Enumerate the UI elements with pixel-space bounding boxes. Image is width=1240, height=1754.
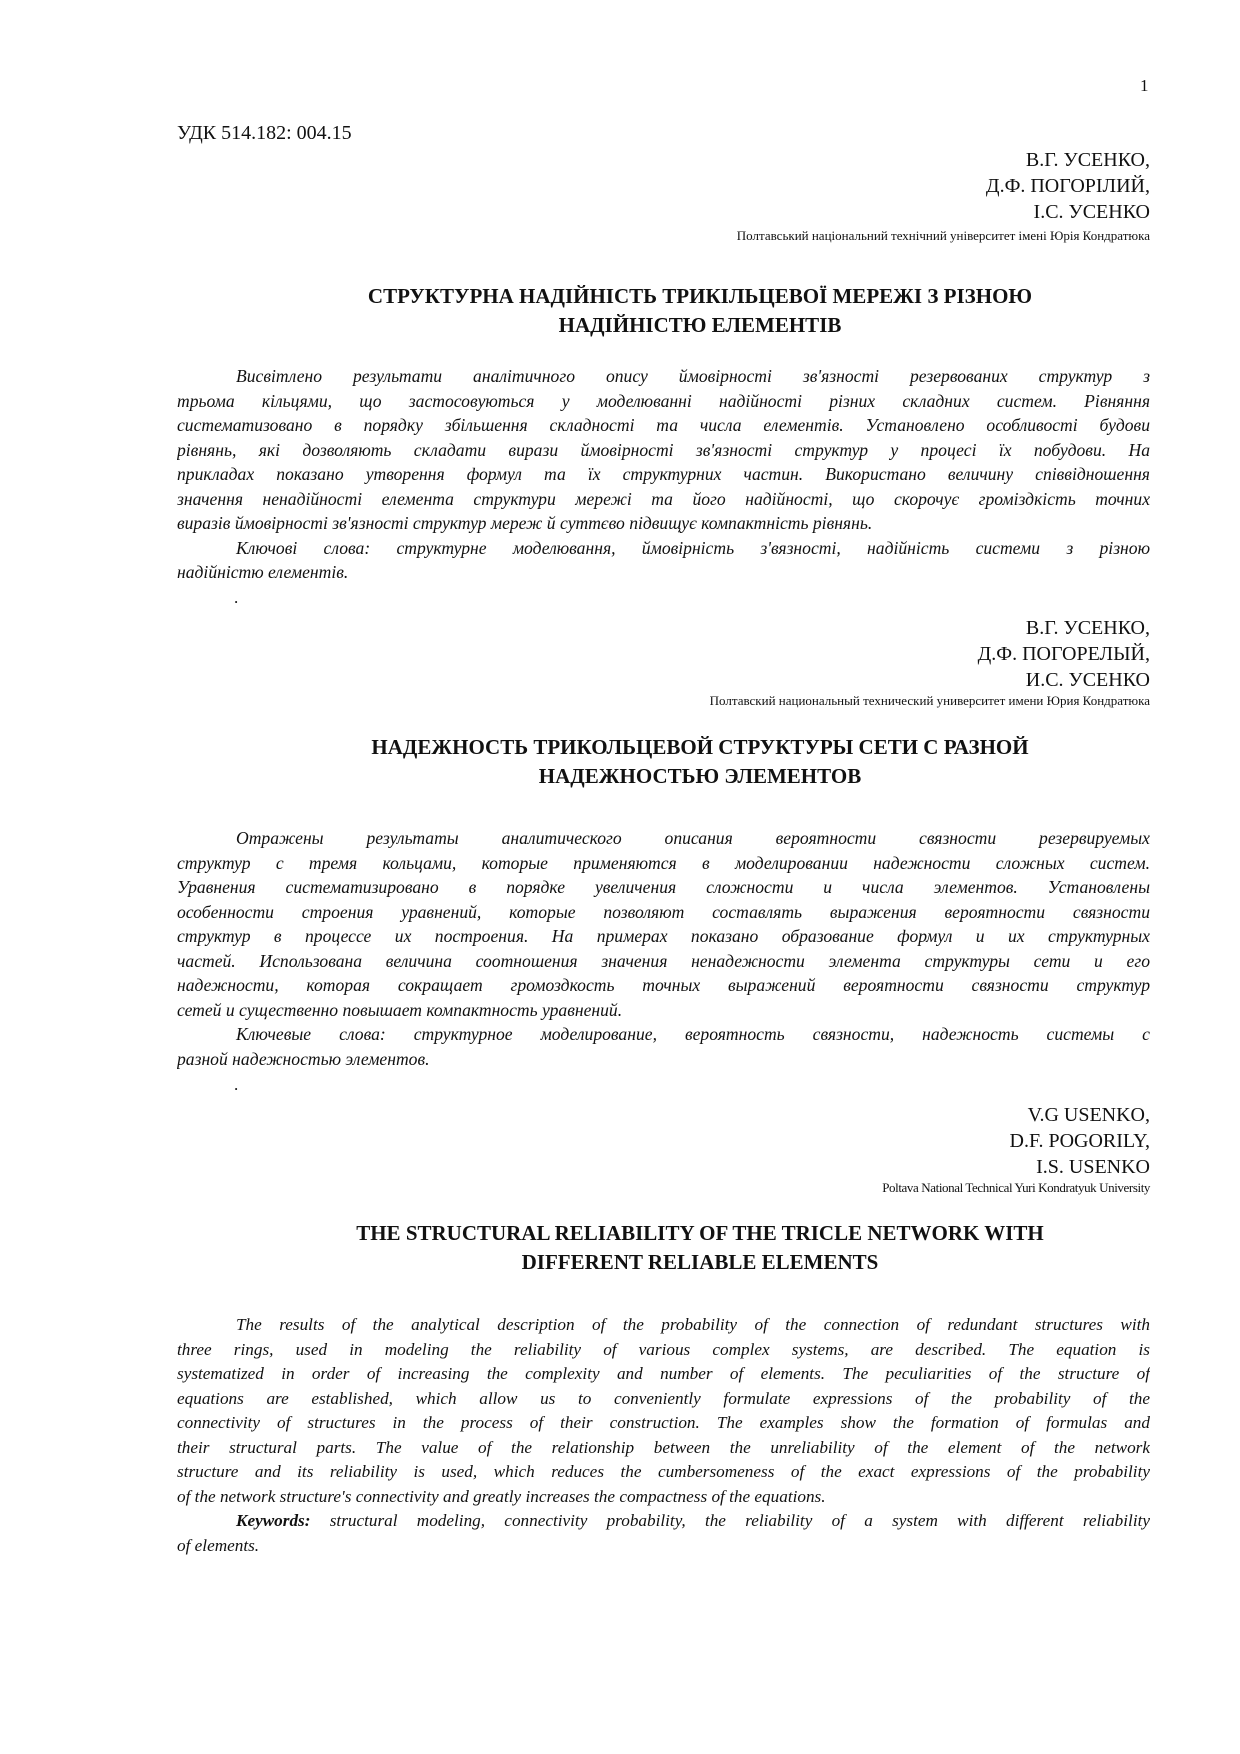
title-line: НАДІЙНІСТЮ ЕЛЕМЕНТІВ xyxy=(558,313,842,337)
keywords-line: надійністю елементів. xyxy=(177,562,349,582)
keywords-line: разной надежностью элементов. xyxy=(177,1048,430,1069)
author: I.S. USENKO xyxy=(1036,1156,1150,1178)
abstract-ua xyxy=(177,364,1150,585)
author: И.С. УСЕНКО xyxy=(1025,669,1150,691)
author: D.F. POGORILY, xyxy=(1009,1130,1150,1152)
author: І.С. УСЕНКО xyxy=(1033,201,1150,223)
keywords-line: Ключевые слова: структурное моделирование, вероятность связности, надежность системы с xyxy=(236,1024,1150,1044)
keywords-label: Keywords: xyxy=(236,1511,311,1530)
title-en xyxy=(240,1219,1160,1277)
title-line: СТРУКТУРНА НАДІЙНІСТЬ ТРИКІЛЬЦЕВОЇ МЕРЕЖІ З РІЗНОЮ xyxy=(367,284,1033,308)
abstract-line: connectivity of structures in the process of their construction. The examples show the formation of formulas and xyxy=(177,1413,1150,1432)
author: В.Г. УСЕНКО, xyxy=(1025,617,1150,639)
author: Д.Ф. ПОГОРЕЛЫЙ, xyxy=(977,643,1150,665)
abstract-en xyxy=(177,1313,1150,1558)
abstract-line: Отражены результаты аналитического описания вероятности связности резервируемых xyxy=(236,828,1150,848)
title-line: НАДЕЖНОСТЬЮ ЭЛЕМЕНТОВ xyxy=(538,764,862,788)
abstract-line: структур в процессе их построения. На примерах показано образование формул и их структурных xyxy=(177,926,1150,946)
abstract-line: systematized in order of increasing the complexity and number of elements. The peculiarities of the structure of xyxy=(177,1364,1150,1383)
abstract-line: трьома кільцями, що застосовуються у моделюванні надійності різних складних систем. Рівняння xyxy=(177,390,1150,411)
udk-code: УДК 514.182: 004.15 xyxy=(177,122,352,144)
authors-ua xyxy=(737,147,1150,244)
abstract-ru xyxy=(177,826,1150,1071)
abstract-line: систематизовано в порядку збільшення складності та числа елементів. Установлено особливості будови xyxy=(177,415,1150,435)
abstract-line: Уравнения систематизировано в порядке увеличения сложности и числа элементов. Установлены xyxy=(177,877,1150,897)
title-ua xyxy=(240,282,1160,340)
page-number: 1 xyxy=(1140,76,1149,95)
abstract-line: виразів ймовірності зв'язності структур мереж й суттєво підвищує компактність рівнянь. xyxy=(177,513,873,533)
abstract-line: особенности строения уравнений, которые позволяют составлять выражения вероятности связности xyxy=(177,901,1150,922)
author: В.Г. УСЕНКО, xyxy=(1025,149,1150,171)
abstract-line: their structural parts. The value of the relationship between the unreliability of the element of the network xyxy=(177,1437,1150,1457)
title-line: НАДЕЖНОСТЬ ТРИКОЛЬЦЕВОЙ СТРУКТУРЫ СЕТИ С РАЗНОЙ xyxy=(371,735,1029,759)
affiliation: Полтавский национальный технический университет имени Юрия Кондратюка xyxy=(709,693,1150,708)
abstract-line: надежности, которая сокращает громоздкость точных выражений вероятности связности структур xyxy=(177,975,1150,995)
affiliation: Poltava National Technical Yuri Kondratyuk University xyxy=(882,1180,1150,1195)
title-ru xyxy=(240,733,1160,791)
keywords-line: Ключові слова: структурне моделювання, ймовірність з'вязності, надійність системи з різною xyxy=(236,537,1150,558)
abstract-line: Висвітлено результати аналітичного опису ймовірності зв'язності резервованих структур з xyxy=(236,366,1150,386)
abstract-line: structure and its reliability is used, which reduces the cumbersomeness of the exact expressions of the probability xyxy=(177,1462,1150,1481)
abstract-line: частей. Использована величина соотношения значения ненадежности элемента структуры сети и его xyxy=(177,950,1150,971)
title-line: DIFFERENT RELIABLE ELEMENTS xyxy=(521,1250,879,1274)
abstract-line: рівнянь, які дозволяють складати вирази ймовірності зв'язності структур у процесі їх побудови. На xyxy=(177,439,1150,460)
abstract-line: сетей и существенно повышает компактность уравнений. xyxy=(177,999,623,1020)
title-line: THE STRUCTURAL RELIABILITY OF THE TRICLE NETWORK WITH xyxy=(356,1221,1044,1245)
abstract-line: of the network structure's connectivity and greatly increases the compactness of the equations. xyxy=(177,1486,826,1506)
keywords-line: of elements. xyxy=(177,1535,260,1555)
abstract-line: equations are established, which allow us to conveniently formulate expressions of the probability of the xyxy=(177,1388,1150,1408)
keywords-line xyxy=(177,1509,1150,1534)
abstract-line: прикладах показано утворення формул та їх структурних частин. Використано величину співвідношення xyxy=(177,464,1150,484)
author: Д.Ф. ПОГОРІЛИЙ, xyxy=(985,175,1150,197)
author: V.G USENKO, xyxy=(1027,1104,1150,1126)
authors-en xyxy=(882,1102,1150,1196)
abstract-line: структур с тремя кольцами, которые применяются в моделировании надежности сложных систем. xyxy=(177,852,1150,873)
abstract-line: three rings, used in modeling the reliability of various complex systems, are described. The equation is xyxy=(177,1339,1150,1359)
separator-dot: . xyxy=(234,588,239,607)
abstract-line: значення ненадійності елемента структури мережі та його надійності, що скорочує громіздкість точних xyxy=(177,488,1150,509)
abstract-line: The results of the analytical description of the probability of the connection of redundant structures with xyxy=(236,1315,1150,1334)
keywords-text: structural modeling, connectivity probability, the reliability of a system with different reliability xyxy=(310,1511,1150,1530)
authors-ru xyxy=(710,615,1150,709)
affiliation: Полтавський національний технічний університет імені Юрія Кондратюка xyxy=(736,228,1150,243)
separator-dot: . xyxy=(234,1075,239,1094)
